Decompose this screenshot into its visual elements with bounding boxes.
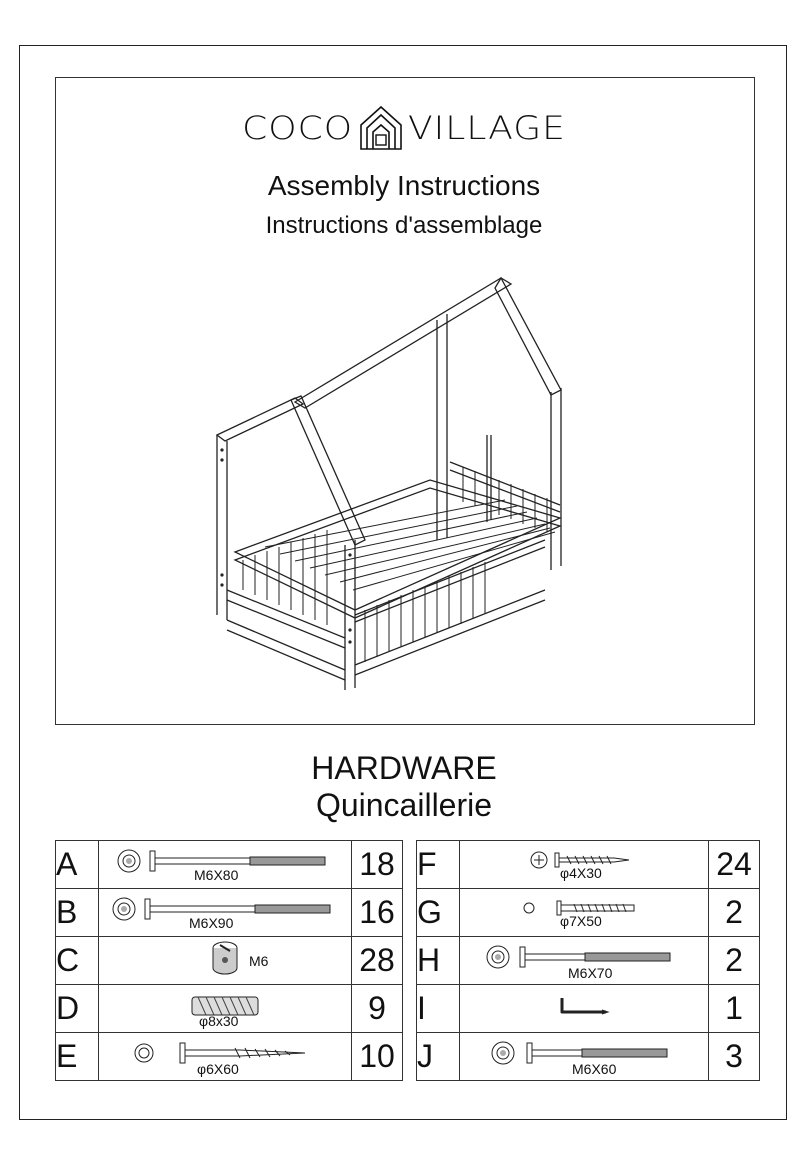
table-row	[56, 1033, 403, 1081]
part-cell	[99, 841, 352, 889]
part-letter: I	[417, 985, 460, 1033]
part-letter: B	[56, 889, 99, 937]
part-cell	[460, 937, 709, 985]
part-cell	[460, 985, 709, 1033]
part-letter: J	[417, 1033, 460, 1081]
table-row	[56, 841, 403, 889]
title-fr: Instructions d'assemblage	[265, 212, 543, 239]
part-qty: 10	[352, 1033, 403, 1081]
part-qty: 24	[709, 841, 760, 889]
part-cell	[99, 889, 352, 937]
table-row	[417, 985, 760, 1033]
part-label: M6X60	[572, 1061, 617, 1077]
part-letter: G	[417, 889, 460, 937]
house-icon	[358, 105, 404, 151]
brand-right: VILLAGE	[408, 109, 566, 147]
table-row	[417, 889, 760, 937]
title-en: Assembly Instructions	[267, 170, 541, 201]
hardware-table-left	[55, 840, 403, 1081]
hardware-title-fr: Quincaillerie	[315, 787, 493, 823]
part-qty: 2	[709, 889, 760, 937]
part-label: M6	[249, 953, 269, 969]
part-qty: 28	[352, 937, 403, 985]
part-cell	[99, 937, 352, 985]
part-qty: 3	[709, 1033, 760, 1081]
part-label: M6X70	[568, 965, 613, 981]
part-letter: H	[417, 937, 460, 985]
table-row	[417, 841, 760, 889]
table-row	[417, 937, 760, 985]
part-label: M6X80	[194, 867, 239, 883]
part-letter: E	[56, 1033, 99, 1081]
hardware-title-en: HARDWARE	[311, 750, 497, 786]
hardware-table-right	[416, 840, 760, 1081]
table-row	[56, 889, 403, 937]
part-letter: D	[56, 985, 99, 1033]
table-row	[56, 985, 403, 1033]
part-qty: 18	[352, 841, 403, 889]
part-cell	[460, 1033, 709, 1081]
part-letter: A	[56, 841, 99, 889]
part-label: M6X90	[189, 915, 234, 931]
table-row	[56, 937, 403, 985]
brand-left: COCO	[242, 109, 354, 147]
part-label: φ6X60	[197, 1061, 239, 1077]
part-qty: 9	[352, 985, 403, 1033]
house-bed-illustration	[205, 270, 575, 700]
part-cell	[460, 889, 709, 937]
part-cell	[99, 985, 352, 1033]
part-letter: F	[417, 841, 460, 889]
part-cell	[460, 841, 709, 889]
part-qty: 1	[709, 985, 760, 1033]
part-label: φ8x30	[199, 1013, 239, 1029]
allen-key-icon	[554, 994, 614, 1023]
part-cell	[99, 1033, 352, 1081]
part-label: φ4X30	[560, 865, 602, 881]
part-label: φ7X50	[560, 913, 602, 929]
part-qty: 2	[709, 937, 760, 985]
part-letter: C	[56, 937, 99, 985]
part-qty: 16	[352, 889, 403, 937]
barrel-nut-icon	[205, 940, 245, 981]
brand-logo	[0, 105, 808, 165]
table-row	[417, 1033, 760, 1081]
